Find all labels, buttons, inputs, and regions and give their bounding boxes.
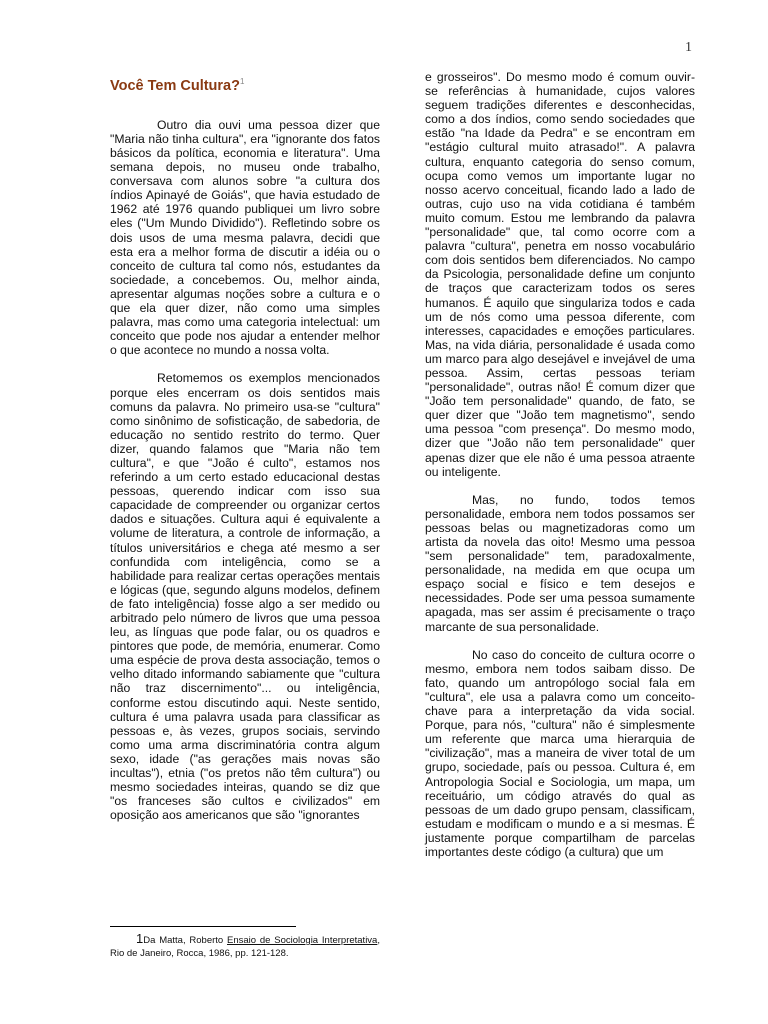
right-column [425, 70, 695, 873]
paragraph: No caso do conceito de cultura ocorre o mesmo, embora nem todos saibam disso. De fato, quando um antropólogo social fala em "cultura", ele usa a palavra como um conceito-chave para a interpretação da vida social. Porque, para nós, "cultura" não é simplesmente um referente que marca uma hierarquia de "civilização", mas a maneira de viver total de um grupo, sociedade, país ou pessoa. Cultura é, em Antropologia Social e Sociologia, um mapa, um receituário, um código através do qual as pessoas de um dado grupo pensam, classificam, estudam e modificam o mundo e a si mesmas. É justamente porque compartilham de parcelas importantes deste código (a cultura) que um [425, 647, 695, 859]
footnote-separator [110, 926, 296, 927]
paragraph: Mas, no fundo, todos temos personalidade, embora nem todos possamos ser pessoas belas ou magnetizadoras como um artista da novela das oito! Mesmo uma pessoa "sem personalidade" tem, paradoxalmente, personalidade, na medida em que ocupa um espaço social e físico e tem desejos e necessidades. Pode ser uma pessoa sumamente apagada, mas ser assim é precisamente o traço marcante de sua personalidade. [425, 492, 695, 634]
article-title [110, 74, 380, 94]
footnote-author: Da Matta, Roberto [143, 935, 224, 946]
paragraph: Retomemos os exemplos mencionados porque eles encerram os dois sentidos mais comuns da palavra. No primeiro usa-se "cultura" como sinônimo de sofisticação, de sabedoria, de educação no sentido restrito do termo. Quer dizer, quando falamos que "Maria não tem cultura", e que "João é culto", estamos nos referindo a um certo estado educacional destas pessoas, querendo indicar com isso sua capacidade de compreender ou organizar certos dados e situações. Cultura aqui é equivalente a volume de literatura, a controle de informação, a títulos universitários e chega até mesmo a ser confundida com inteligência, como se a habilidade para realizar certas operações mentais e lógicas (que, segundo alguns modelos, definem de fato inteligência) fosse algo a ser medido ou arbitrado pelo número de livros que uma pessoa leu, as línguas que pode falar, ou os quadros e pintores que pode, de memória, enumerar. Como uma espécie de prova desta associação, temos o velho ditado informando sabiamente que "cultura não traz discernimento"... ou inteligência, conforme estou discutindo aqui. Neste sentido, cultura é uma palavra usada para classificar as pessoas e, às vezes, grupos sociais, servindo como uma arma discriminatória contra algum sexo, idade ("as gerações mais novas são incultas"), etnia ("os pretos não têm cultura") ou mesmo sociedades inteiras, quando se diz que "os franceses são cultos e civilizados" em oposição aos americanos que são "ignorantes [110, 371, 380, 823]
title-text: Você Tem Cultura? [110, 77, 240, 94]
footnote-mark: 1 [136, 931, 144, 946]
page-number: 1 [685, 40, 692, 55]
footnote-work-title: Ensaio de Sociologia Interpretativa [227, 935, 378, 946]
footnote-publication: , Rio de Janeiro, Rocca, 1986, pp. 121-128. [110, 935, 380, 959]
paragraph: e grosseiros". Do mesmo modo é comum ouvir-se referências à humanidade, cujos valores seguem tradições diferentes e desconhecidas, como a dos índios, como sendo sociedades que estão "na Idade da Pedra" e se encontram em "estágio cultural muito atrasado!". A palavra cultura, enquanto categoria do senso comum, ocupa como vemos um importante lugar no nosso acervo conceitual, ficando lado a lado de outras, cujo uso na vida cotidiana é também muito comum. Estou me lembrando da palavra "personalidade" que, tal como ocorre com a palavra "cultura", penetra em nosso vocabulário com dois sentidos bem diferenciados. No campo da Psicologia, personalidade define um conjunto de traços que caracterizam todos os seres humanos. É aquilo que singulariza todos e cada um de nós como uma pessoa diferente, com interesses, capacidades e emoções particulares. Mas, na vida diária, personalidade é usada como um marco para algo desejável e invejável de uma pessoa. Assim, certas pessoas teriam "personalidade", outras não! É comum dizer que "João tem personalidade" quando, de fato, se quer dizer que "João tem magnetismo", sendo uma pessoa "com presença". Do mesmo modo, dizer que "João não tem personalidade" quer apenas dizer que ele não é uma pessoa atraente ou inteligente. [425, 70, 695, 479]
left-column [110, 70, 380, 836]
footnote [110, 932, 380, 960]
paragraph: Outro dia ouvi uma pessoa dizer que "Maria não tinha cultura", era "ignorante dos fatos básicos da política, economia e literatura". Uma semana depois, no museu onde trabalho, conversava com alunos sobre "a cultura dos índios Apinayé de Goiás", que havia estudado de 1962 até 1976 quando publiquei um livro sobre eles ("Um Mundo Dividido"). Refletindo sobre os dois usos de uma mesma palavra, decidi que esta era a melhor forma de discutir a idéia ou o conceito de cultura tal como nós, estudantes da sociedade, a concebemos. Ou, melhor ainda, apresentar algumas noções sobre a cultura e o que ela quer dizer, não como uma simples palavra, mas como uma categoria intelectual: um conceito que pode nos ajudar a entender melhor o que acontece no mundo a nossa volta. [110, 117, 380, 358]
title-footnote-ref[interactable]: 1 [239, 77, 245, 86]
